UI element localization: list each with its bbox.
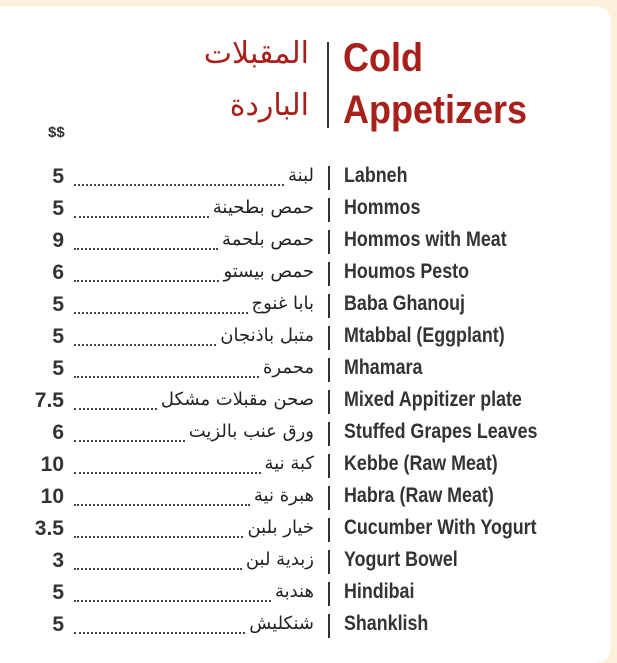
- menu-item-name-english: Stuffed Grapes Leaves: [344, 420, 538, 443]
- menu-item-name-english: Hindibai: [344, 580, 415, 603]
- dot-leader: [74, 280, 219, 282]
- dot-leader: [74, 568, 242, 570]
- column-divider: [328, 166, 330, 190]
- column-divider: [328, 294, 330, 318]
- column-divider: [328, 422, 330, 446]
- menu-item: [0, 610, 611, 642]
- column-divider: [328, 326, 330, 350]
- column-divider: [328, 390, 330, 414]
- menu-item-name-english: Mixed Appitizer plate: [344, 388, 522, 411]
- menu-item-name-arabic: هندبة: [274, 581, 314, 602]
- dot-leader: [74, 536, 243, 538]
- menu-item: [0, 226, 611, 258]
- menu-item-name-english: Hommos with Meat: [344, 228, 507, 251]
- menu-item-price: 5: [52, 293, 64, 316]
- column-divider: [328, 518, 330, 542]
- menu-item-name-arabic: هبرة نية: [253, 485, 314, 506]
- dot-leader: [74, 216, 209, 218]
- menu-item: [0, 514, 611, 546]
- menu-item-price: 7.5: [34, 389, 64, 412]
- menu-item: [0, 450, 611, 482]
- column-divider: [328, 230, 330, 254]
- menu-item-name-arabic: متبل باذنجان: [220, 325, 314, 346]
- dot-leader: [74, 312, 248, 314]
- menu-item-price: 9: [52, 229, 64, 252]
- menu-item: [0, 290, 611, 322]
- title-english-line-2: Appetizers: [343, 88, 528, 132]
- menu-item-name-arabic: صحن مقبلات مشكل: [160, 389, 314, 410]
- dot-leader: [74, 504, 250, 506]
- title-english-line-1: Cold: [343, 36, 423, 80]
- menu-item-name-english: Cucumber With Yogurt: [344, 516, 537, 539]
- menu-item-name-arabic: شنكليش: [249, 613, 314, 634]
- column-divider: [328, 582, 330, 606]
- column-divider: [328, 198, 330, 222]
- menu-item: [0, 354, 611, 386]
- dot-leader: [74, 376, 259, 378]
- dot-leader: [74, 248, 218, 250]
- menu-item-name-arabic: بابا غنوج: [251, 293, 314, 314]
- menu-item: [0, 386, 611, 418]
- menu-item-price: 3: [52, 549, 64, 572]
- currency-label: $$: [48, 124, 65, 141]
- title-arabic-line-2: الباردة: [229, 88, 309, 123]
- dot-leader: [74, 344, 216, 346]
- menu-item-name-english: Hommos: [344, 196, 421, 219]
- column-divider: [328, 486, 330, 510]
- menu-item-name-arabic: زبدية لبن: [245, 549, 314, 570]
- menu-item-price: 5: [52, 613, 64, 636]
- column-divider: [328, 454, 330, 478]
- menu-item: [0, 194, 611, 226]
- menu-item-price: 10: [40, 453, 64, 476]
- menu-item-price: 10: [40, 485, 64, 508]
- menu-item-name-arabic: خيار بلبن: [247, 517, 314, 538]
- menu-item: [0, 162, 611, 194]
- menu-item-price: 5: [52, 581, 64, 604]
- menu-item-name-arabic: ورق عنب بالزيت: [188, 421, 314, 442]
- menu-item-name-english: Kebbe (Raw Meat): [344, 452, 498, 475]
- menu-item-name-english: Baba Ghanouj: [344, 292, 466, 315]
- column-divider: [328, 358, 330, 382]
- menu-item-name-english: Houmos Pesto: [344, 260, 469, 283]
- menu-item-name-arabic: كبة نية: [264, 453, 314, 474]
- menu-item-name-english: Habra (Raw Meat): [344, 484, 494, 507]
- column-divider: [328, 614, 330, 638]
- menu-item: [0, 482, 611, 514]
- dot-leader: [74, 408, 157, 410]
- menu-item-name-arabic: لبنة: [288, 165, 314, 186]
- menu-item-price: 5: [52, 197, 64, 220]
- menu-item-name-english: Yogurt Bowel: [344, 548, 458, 571]
- menu-item-price: 6: [52, 261, 64, 284]
- menu-item-price: 6: [52, 421, 64, 444]
- menu-item-price: 5: [52, 325, 64, 348]
- dot-leader: [74, 632, 245, 634]
- menu-item: [0, 322, 611, 354]
- column-divider: [328, 550, 330, 574]
- menu-item-name-english: Labneh: [344, 164, 408, 187]
- menu-item: [0, 258, 611, 290]
- menu-item-name-arabic: حمص بلحمة: [222, 229, 314, 250]
- dot-leader: [74, 600, 271, 602]
- menu-item-name-arabic: حمص بطحينة: [212, 197, 314, 218]
- menu-item-price: 5: [52, 357, 64, 380]
- menu-item-name-english: Shanklish: [344, 612, 429, 635]
- menu-item: [0, 546, 611, 578]
- title-arabic-line-1: المقبلات: [203, 36, 309, 71]
- menu-item-name-arabic: حمص بيستو: [223, 261, 314, 282]
- column-divider: [328, 262, 330, 286]
- dot-leader: [74, 184, 284, 186]
- menu-item-name-english: Mhamara: [344, 356, 423, 379]
- dot-leader: [74, 440, 185, 442]
- menu-card: [0, 6, 611, 663]
- menu-item-price: 5: [52, 165, 64, 188]
- menu-item: [0, 418, 611, 450]
- menu-item: [0, 578, 611, 610]
- menu-item-name-arabic: محمرة: [262, 357, 314, 378]
- dot-leader: [74, 472, 261, 474]
- title-divider: [327, 42, 329, 128]
- menu-item-name-english: Mtabbal (Eggplant): [344, 324, 505, 347]
- menu-item-price: 3.5: [34, 517, 64, 540]
